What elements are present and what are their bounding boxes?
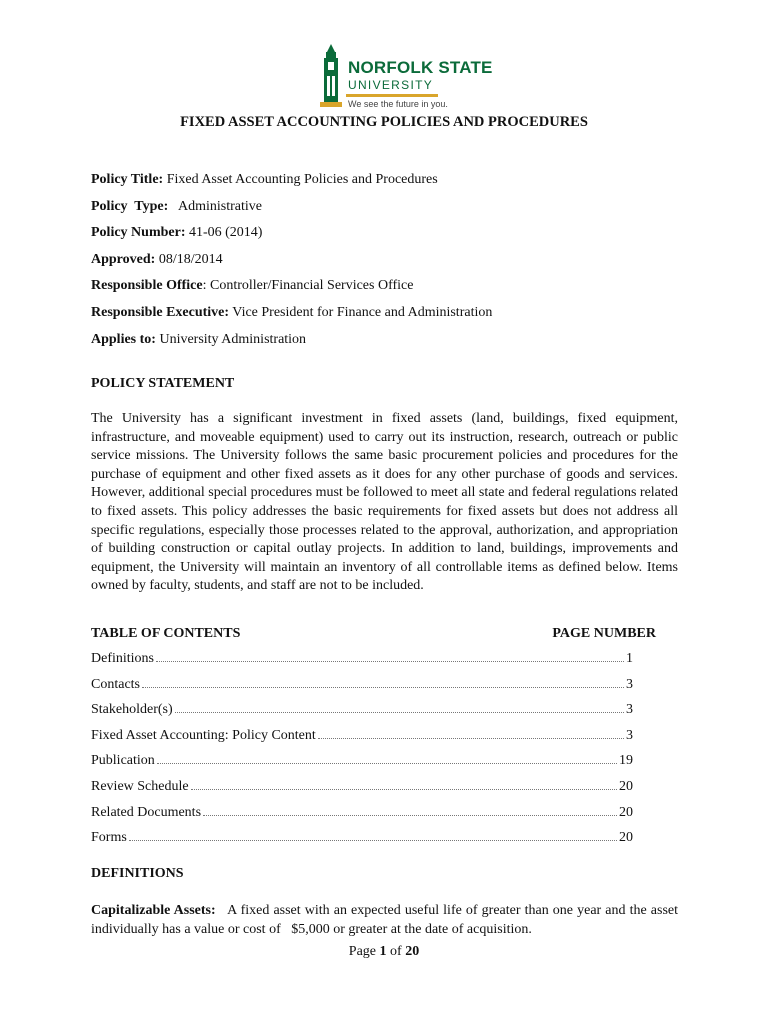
toc-page: 3 xyxy=(626,727,633,743)
meta-label: Policy Title: xyxy=(91,172,164,187)
meta-value: University Administration xyxy=(155,331,307,347)
toc-item-review-schedule[interactable] xyxy=(91,779,633,805)
toc-leader xyxy=(318,738,624,739)
policy-meta xyxy=(91,171,691,357)
logo-name: NORFOLK STATE xyxy=(348,58,493,77)
toc-page: 3 xyxy=(626,676,633,692)
document-title: FIXED ASSET ACCOUNTING POLICIES AND PROCEDURES xyxy=(180,114,588,130)
toc-label: Forms xyxy=(91,830,127,846)
meta-value: Vice President for Finance and Administration xyxy=(229,304,493,320)
meta-row xyxy=(91,224,691,251)
logo-subtitle: UNIVERSITY xyxy=(348,78,434,92)
meta-value: Administrative xyxy=(168,198,262,214)
meta-label: Policy Type: xyxy=(91,198,169,214)
definition-capitalizable-assets xyxy=(91,902,682,939)
toc-label: Publication xyxy=(91,753,155,769)
definitions-heading: DEFINITIONS xyxy=(91,866,184,881)
meta-label: Policy Number: xyxy=(91,225,186,241)
meta-row xyxy=(91,171,691,198)
meta-value: 08/18/2014 xyxy=(155,251,223,267)
current-page-number: 1 xyxy=(379,944,387,959)
toc-page: 20 xyxy=(619,804,633,820)
toc-page: 1 xyxy=(626,651,633,666)
meta-value: Fixed Asset Accounting Policies and Procedures xyxy=(163,172,438,187)
meta-value: : Controller/Financial Services Office xyxy=(202,278,414,294)
toc-item-stakeholders[interactable] xyxy=(91,702,633,728)
toc-item-forms[interactable] xyxy=(91,830,633,856)
toc-header xyxy=(91,626,656,642)
toc-label: Definitions xyxy=(91,651,154,666)
toc-heading: TABLE OF CONTENTS xyxy=(91,626,241,641)
toc-item-definitions[interactable] xyxy=(91,651,633,677)
toc-label: Review Schedule xyxy=(91,778,189,794)
toc-label: Fixed Asset Accounting: Policy Content xyxy=(91,727,316,743)
toc-label: Contacts xyxy=(91,676,140,692)
meta-label: Responsible Executive: xyxy=(91,304,230,320)
toc-leader xyxy=(157,763,617,764)
toc-leader xyxy=(156,661,624,662)
university-logo xyxy=(318,42,493,114)
toc-leader xyxy=(203,815,617,816)
meta-label: Responsible Office xyxy=(91,278,203,294)
meta-row xyxy=(91,331,691,358)
page-footer xyxy=(0,944,768,960)
meta-value: 41-06 (2014) xyxy=(185,225,263,241)
toc-label: Related Documents xyxy=(91,804,202,820)
meta-row xyxy=(91,198,691,225)
footer-prefix: Page xyxy=(348,944,380,959)
bell-tower-icon xyxy=(318,44,344,108)
definition-term: Capitalizable Assets: xyxy=(91,903,216,918)
logo-divider xyxy=(346,94,438,97)
toc-leader xyxy=(142,687,624,688)
policy-statement-body: The University has a significant investment in fixed assets (land, buildings, fixed equipment, infrastructure, and moveable equipment) used to carry out its instruction, research, outreach or public service missions. The University follows the same basic procurement policies and procedures for the purchase of equipment and other fixed assets as it does for any other purchase of goods and services. However, additional special procedures must be followed to meet all state and federal regulations related to fixed assets. This policy addresses the basic requirements for fixed assets but does not address all specific regulations, especially those processes related to the approval, authorization, and appropriation of building construction or capital outlay projects. In addition to land, buildings, improvements and equipment, the University will maintain an inventory of all controllable items as defined below. Items owned by faculty, students, and staff are not to be included. xyxy=(91,411,678,594)
toc-item-contacts[interactable] xyxy=(91,677,633,703)
toc-page: 20 xyxy=(619,778,633,794)
meta-label: Applies to: xyxy=(91,331,156,347)
toc-leader xyxy=(175,712,624,713)
toc-page: 3 xyxy=(626,702,633,718)
meta-row xyxy=(91,304,691,331)
logo-tagline: We see the future in you. xyxy=(348,99,448,109)
toc-item-publication[interactable] xyxy=(91,753,633,779)
policy-statement-heading: POLICY STATEMENT xyxy=(91,376,235,391)
toc-label: Stakeholder(s) xyxy=(91,702,173,718)
toc-leader xyxy=(191,789,617,790)
definition-text: A fixed asset with an expected useful life of greater than one year and the asset individually has a value or cost of $5,000 or greater at the date of acquisition. xyxy=(91,903,682,937)
toc-page-heading: PAGE NUMBER xyxy=(552,626,656,641)
meta-label: Approved: xyxy=(91,251,156,267)
toc-page: 20 xyxy=(619,830,633,846)
toc-item-related-documents[interactable] xyxy=(91,805,633,831)
footer-middle: of xyxy=(386,944,406,959)
total-page-number: 20 xyxy=(405,944,420,959)
toc-page: 19 xyxy=(619,753,633,769)
table-of-contents xyxy=(91,651,633,856)
meta-row xyxy=(91,277,691,304)
meta-row xyxy=(91,251,691,278)
toc-leader xyxy=(129,840,617,841)
toc-item-policy-content[interactable] xyxy=(91,728,633,754)
